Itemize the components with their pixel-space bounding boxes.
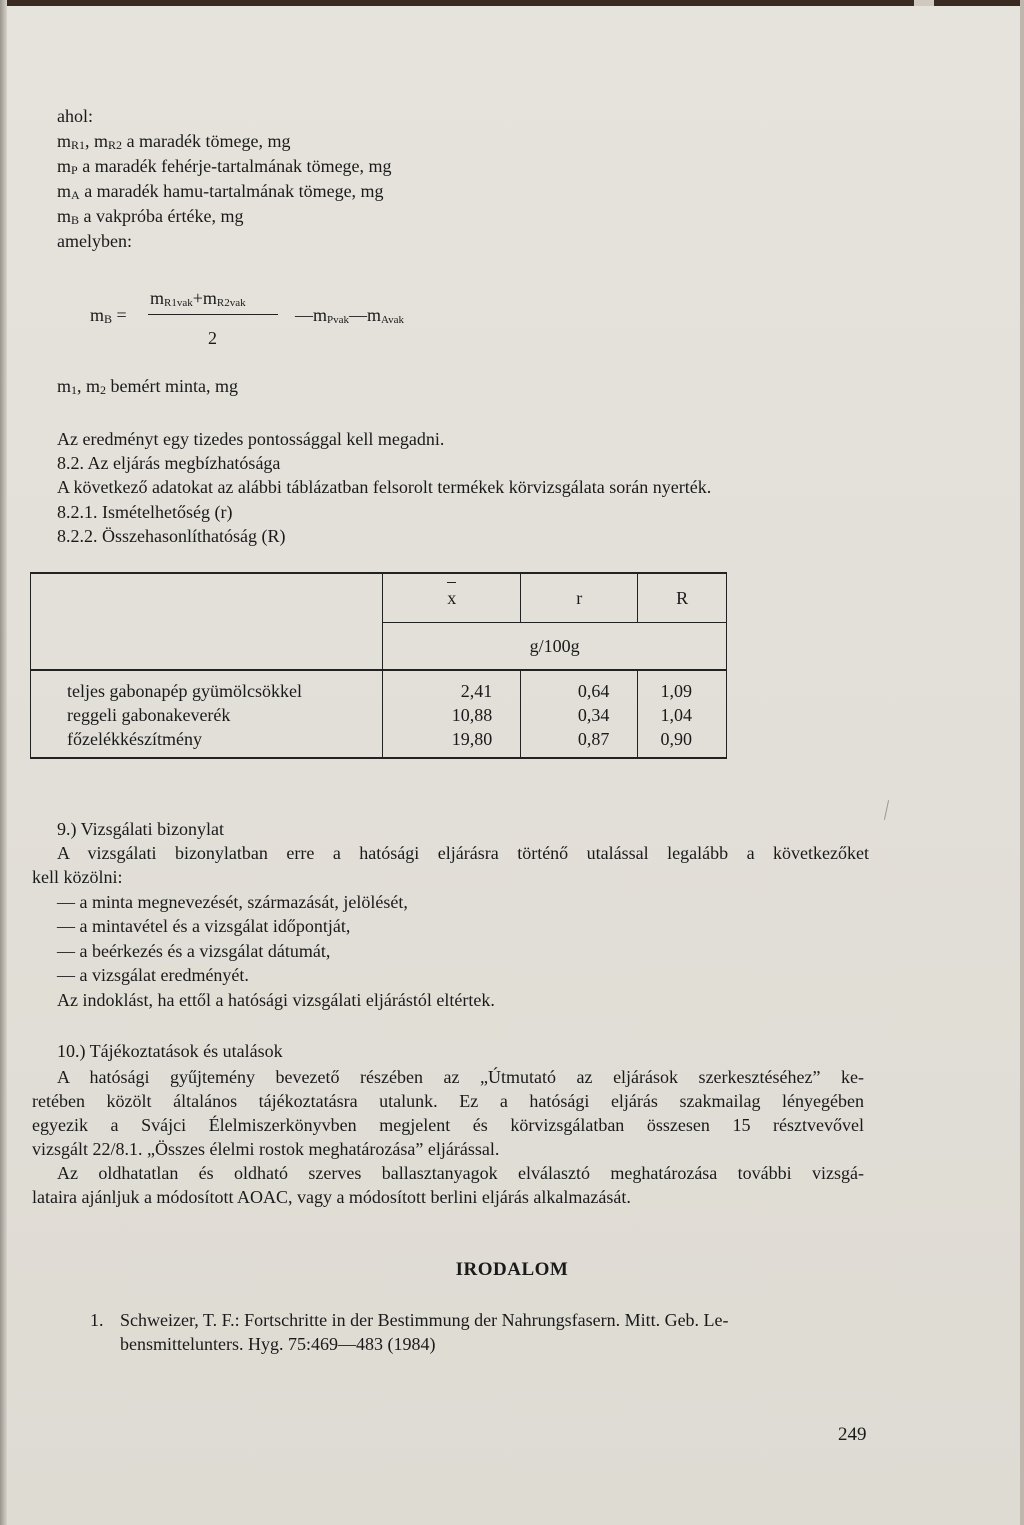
- table-cell-r: 0,87: [577, 729, 610, 749]
- definition-mb: $m_B$ a vakpróba értéke, mg: [57, 206, 244, 227]
- table-header-R: R: [638, 573, 727, 623]
- table-R-values: [638, 670, 727, 758]
- definitions-heading: ahol:: [57, 106, 93, 126]
- reliability-table: [30, 572, 727, 759]
- table-row-name: teljes gabonapép gyümölcsökkel: [67, 681, 302, 701]
- table-body-row: [31, 670, 727, 758]
- section-9-title: 9.) Vizsgálati bizonylat: [57, 819, 225, 839]
- references-heading: IRODALOM: [455, 1259, 569, 1280]
- definition-mp: $m_P$ a maradék fehérje-tartalmának tömege, mg: [57, 156, 392, 177]
- reference-line-1: Schweizer, T. F.: Fortschritte in der Bestimmung der Nahrungsfasern. Mitt. Geb. Le-: [120, 1310, 729, 1330]
- section-8-2-2: 8.2.2. Összehasonlíthatóság (R): [57, 526, 286, 546]
- stray-mark: [884, 800, 889, 820]
- precision-note: Az eredményt egy tizedes pontossággal kell megadni.: [57, 429, 445, 449]
- formula-rhs: $—m_{Pvak}—m_{Avak}$: [295, 305, 405, 326]
- formula-lhs: $m_B$ =: [90, 305, 127, 326]
- section-8-2-text: A következő adatokat az alábbi táblázatban felsorolt termékek körvizsgálata során nyerték.: [57, 477, 712, 497]
- definition-ma: $m_A$ a maradék hamu-tartalmának tömege, mg: [57, 181, 384, 202]
- reference-line-2: bensmittelunters. Hyg. 75:469—483 (1984): [120, 1334, 436, 1354]
- table-product-names: [31, 670, 383, 758]
- table-cell-R: 1,09: [660, 681, 692, 701]
- section-9-item: — a mintavétel és a vizsgálat időpontját,: [57, 916, 351, 936]
- table-x-values: [383, 670, 521, 758]
- left-page-edge: [0, 0, 7, 1525]
- definitions-amelyben: amelyben:: [57, 231, 132, 251]
- table-cell-R: 1,04: [660, 705, 692, 725]
- reference-number: 1.: [90, 1310, 104, 1330]
- section-9-item: — a vizsgálat eredményét.: [57, 965, 249, 985]
- table-cell-r: 0,34: [577, 705, 610, 725]
- section-10-title: 10.) Tájékoztatások és utalások: [57, 1041, 283, 1061]
- table-r-values: [521, 670, 638, 758]
- section-8-2-title: 8.2. Az eljárás megbízhatósága: [57, 453, 281, 473]
- definition-mr: $m_{R1}$, $m_{R2}$ a maradék tömege, mg: [57, 131, 291, 152]
- table-cell-x: 10,88: [451, 705, 493, 725]
- samples-definition: $m_1$, $m_2$ bemért minta, mg: [57, 376, 238, 397]
- table-cell-R: 0,90: [660, 729, 692, 749]
- right-page-edge: [1020, 0, 1024, 1525]
- table-unit: g/100g: [383, 623, 727, 671]
- table-cell-r: 0,64: [577, 681, 610, 701]
- section-10-para2: Az oldhatatlan és oldható szerves ballasztanyagok elválasztó meghatározása további vizsgá- lataira ajánljuk a módosított AOAC, vagy a módosított berlini eljárás alkalmazását.: [32, 1163, 864, 1207]
- table-header-empty: [31, 573, 383, 670]
- section-9-item: — a beérkezés és a vizsgálat dátumát,: [57, 941, 331, 961]
- section-9-intro-cont: kell közölni:: [32, 867, 123, 887]
- section-9-item: — a minta megnevezését, származását, jelölését,: [57, 892, 408, 912]
- formula-fraction-bar: [148, 314, 278, 315]
- table-cell-x: 19,80: [451, 729, 493, 749]
- table-header-x: x: [383, 573, 521, 623]
- table-row-name: reggeli gabonakeverék: [67, 705, 231, 725]
- section-9-intro: A vizsgálati bizonylatban erre a hatósági eljárásra történő utalással legalább a következőket: [57, 843, 869, 863]
- section-10-para1: A hatósági gyűjtemény bevezető részében az „Útmutató az eljárások szerkesztéséhez” ke- retében közölt általános tájékoztatásra utalunk. Ez a hatósági eljárás szakmailag lényegében egyezik a Svájci Élelmiszerkönyvben megjelent és körvizsgálatban összesen 15 résztvevővel vizsgált 22/8.1. „Összes élelmi rostok meghatározása” eljárással.: [32, 1067, 864, 1159]
- formula-denominator: 2: [208, 328, 217, 348]
- top-binding-band: [0, 0, 1024, 6]
- page-number: 249: [838, 1424, 867, 1445]
- formula-numerator: $m_{R1vak}+m_{R2vak}$: [150, 288, 246, 309]
- section-9-closing: Az indoklást, ha ettől a hatósági vizsgálati eljárástól eltértek.: [57, 990, 495, 1010]
- table-cell-x: 2,41: [460, 681, 493, 701]
- table-row-name: főzelékkészítmény: [67, 729, 202, 749]
- table-header-row: [31, 573, 727, 623]
- table-header-r: r: [521, 573, 638, 623]
- section-8-2-1: 8.2.1. Ismételhetőség (r): [57, 502, 233, 522]
